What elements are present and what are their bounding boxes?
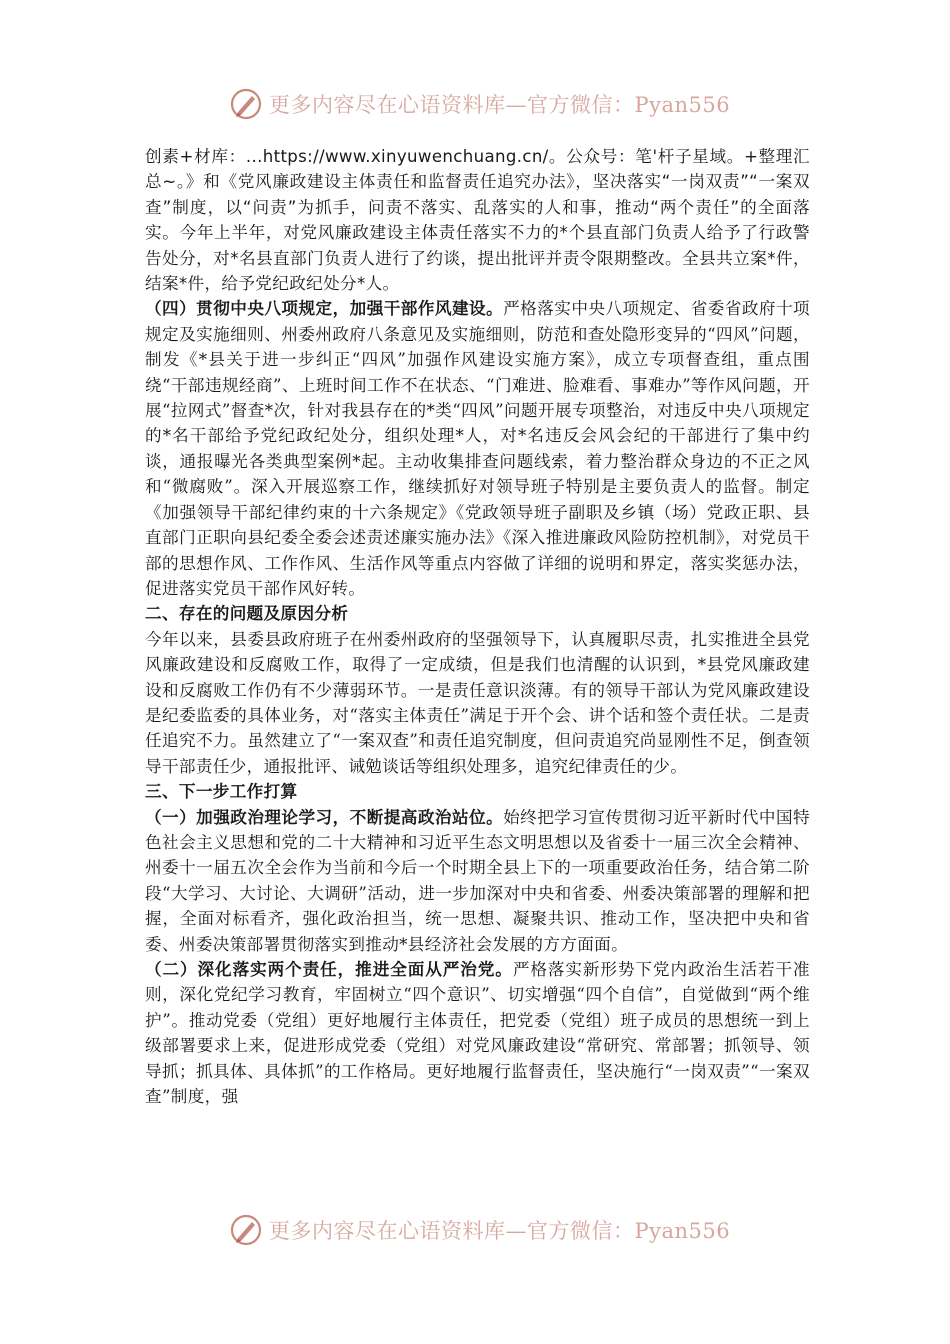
heading-next-steps: 三、下一步工作打算 — [145, 781, 298, 802]
document-body — [145, 144, 810, 1109]
next-step-2-paragraph — [145, 957, 810, 1109]
heading-problems: 二、存在的问题及原因分析 — [145, 603, 349, 624]
pen-circle-logo-icon — [229, 87, 263, 121]
header-banner — [229, 84, 749, 124]
pen-circle-logo-icon — [229, 1213, 263, 1247]
section-4-paragraph — [145, 296, 810, 601]
banner-text: 更多内容尽在心语资料库—官方微信：Pyan556 — [269, 93, 731, 117]
section-4-lead: （四）贯彻中央八项规定，加强干部作风建设。 — [145, 298, 504, 319]
section-4-body: 严格落实中央八项规定、省委省政府十项规定及实施细则、州委州政府八条意见及实施细则，防范和查处隐形变异的“四风”问题，制发《*县关于进一步纠正“四风”加强作风建设实施方案》，成立专项督查组，重点围绕“干部违规经商”、上班时间工作不在状态、“门难进、脸难看、事难办”等作风问题，开展“拉网式”督查*次，针对我县存在的*类“四风”问题开展专项整治，对违反中央八项规定的*名干部给予党纪政纪处分，组织处理*人，对*名违反会风会纪的干部进行了集中约谈，通报曝光各类典型案例*起。主动收集排查问题线索，着力整治群众身边的不正之风和“微腐败”。深入开展巡察工作，继续抓好对领导班子特别是主要负责人的监督。制定《加强领导干部纪律约束的十六条规定》《党政领导班子副职及乡镇（场）党政正职、县直部门正职向县纪委全委会述责述廉实施办法》《深入推进廉政风险防控机制》，对党员干部的思想作风、工作作风、生活作风等重点内容做了详细的说明和界定，落实奖惩办法，促进落实党员干部作风好转。 — [145, 299, 810, 598]
banner-text: 更多内容尽在心语资料库—官方微信：Pyan556 — [269, 1219, 731, 1243]
next-step-1-paragraph — [145, 805, 810, 957]
problems-paragraph: 今年以来，县委县政府班子在州委州政府的坚强领导下，认真履职尽责，扎实推进全县党风廉政建设和反腐败工作，取得了一定成绩，但是我们也清醒的认识到，*县党风廉政建设和反腐败工作仍有不少薄弱环节。一是责任意识淡薄。有的领导干部认为党风廉政建设是纪委监委的具体业务，对“落实主体责任”满足于开个会、讲个话和签个责任状。二是责任追究不力。虽然建立了“一案双查”和责任追究制度，但问责追究尚显刚性不足，倒查领导干部责任少，通报批评、诫勉谈话等组织处理多，追究纪律责任的少。 — [145, 629, 810, 776]
next-step-1-body: 始终把学习宣传贯彻习近平新时代中国特色社会主义思想和党的二十大精神和习近平生态文明思想以及省委十一届三次全会精神、州委十一届五次全会作为当前和今后一个时期全县上下的一项重要政治任务，结合第二阶段“大学习、大讨论、大调研”活动，进一步加深对中央和省委、州委决策部署的理解和把握，全面对标看齐，强化政治担当，统一思想、凝聚共识、推动工作，坚决把中央和省委、州委决策部署贯彻落实到推动*县经济社会发展的方方面面。 — [145, 807, 810, 954]
footer-banner — [229, 1210, 749, 1250]
intro-paragraph: 创素+材库：...https://www.xinyuwenchuang.cn/。公众号：笔'杆子星域。+整理汇总~。》和《党风廉政建设主体责任和监督责任追究办法》，坚决落实“一岗双责”“一案双查”制度，以“问责”为抓手，问责不落实、乱落实的人和事，推动“两个责任”的全面落实。今年上半年，对党风廉政建设主体责任落实不力的*个县直部门负责人给予了行政警告处分，对*名县直部门负责人进行了约谈，提出批评并责令限期整改。全县共立案*件，结案*件，给予党纪政纪处分*人。 — [145, 147, 810, 294]
next-step-2-lead: （二）深化落实两个责任，推进全面从严治党。 — [145, 959, 513, 979]
next-step-1-lead: （一）加强政治理论学习，不断提高政治站位。 — [145, 806, 504, 827]
next-step-2-body: 严格落实新形势下党内政治生活若干准则，深化党纪学习教育，牢固树立“四个意识”、切实增强“四个自信”，自觉做到“两个维护”。推动党委（党组）更好地履行主体责任，把党委（党组）班子成员的思想统一到上级部署要求上来，促进形成党委（党组）对党风廉政建设“常研究、常部署；抓领导、领导抓；抓具体、具体抓”的工作格局。更好地履行监督责任，坚决施行“一岗双责”“一案双查”制度，强 — [145, 960, 810, 1107]
